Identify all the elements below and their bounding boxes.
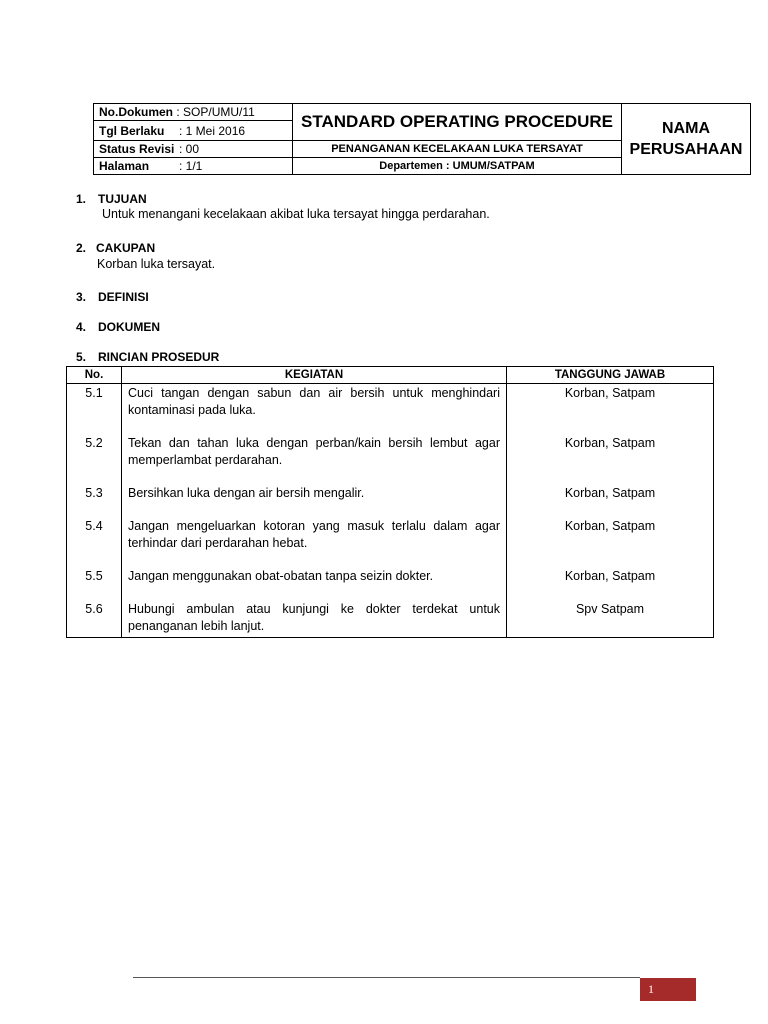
procedure-header-row [67, 367, 714, 384]
step-responsible: Korban, Satpam [507, 384, 714, 435]
sop-subtitle: PENANGANAN KECELAKAAN LUKA TERSAYAT [293, 141, 622, 158]
effective-date-value: : 1 Mei 2016 [179, 123, 246, 138]
step-number: 5.6 [67, 600, 122, 638]
step-responsible: Korban, Satpam [507, 567, 714, 600]
section-cakupan-heading [76, 241, 155, 255]
step-responsible: Korban, Satpam [507, 517, 714, 567]
section-number: 5. [76, 350, 87, 364]
step-activity: Hubungi ambulan atau kunjungi ke dokter terdekat untuk penanganan lebih lanjut. [122, 600, 507, 638]
section-dokumen-heading [76, 320, 160, 334]
table-row [67, 567, 714, 600]
effective-date-label: Tgl Berlaku [99, 123, 165, 138]
step-number: 5.3 [67, 484, 122, 517]
step-activity: Cuci tangan dengan sabun dan air bersih untuk menghindari kontaminasi pada luka. [122, 384, 507, 435]
table-row [67, 384, 714, 435]
section-title: TUJUAN [98, 192, 147, 206]
effective-date-cell [94, 121, 293, 141]
step-number: 5.4 [67, 517, 122, 567]
section-title: CAKUPAN [96, 241, 156, 255]
section-number: 3. [76, 290, 87, 304]
step-responsible: Korban, Satpam [507, 434, 714, 484]
doc-number-label: No.Dokumen [99, 105, 174, 119]
table-row [67, 484, 714, 517]
section-number: 1. [76, 192, 87, 206]
sop-header-table [93, 103, 751, 175]
doc-number-cell [94, 104, 293, 121]
section-tujuan-text: Untuk menangani kecelakaan akibat luka tersayat hingga perdarahan. [102, 207, 490, 221]
section-title: RINCIAN PROSEDUR [98, 350, 220, 364]
revision-value: : 00 [179, 142, 200, 156]
column-header-responsible: TANGGUNG JAWAB [507, 367, 714, 384]
section-definisi-heading [76, 290, 149, 304]
table-row [67, 600, 714, 638]
table-row [67, 517, 714, 567]
section-tujuan-heading [76, 192, 147, 206]
sop-title: STANDARD OPERATING PROCEDURE [293, 104, 622, 141]
procedure-table [66, 366, 714, 638]
column-header-no: No. [67, 367, 122, 384]
section-title: DEFINISI [98, 290, 149, 304]
step-responsible: Spv Satpam [507, 600, 714, 638]
revision-label: Status Revisi [99, 142, 175, 156]
doc-number-value: : SOP/UMU/11 [176, 105, 255, 119]
department: Departemen : UMUM/SATPAM [293, 158, 622, 175]
step-responsible: Korban, Satpam [507, 484, 714, 517]
page-info-label: Halaman [99, 159, 150, 173]
section-title: DOKUMEN [98, 320, 160, 334]
company-name [622, 104, 751, 175]
page-number: 1 [648, 982, 654, 996]
step-activity: Jangan mengeluarkan kotoran yang masuk terlalu dalam agar terhindar dari perdarahan hebat. [122, 517, 507, 567]
page-info-cell [94, 158, 293, 175]
company-name-line2: PERUSAHAAN [629, 141, 743, 158]
page-number-box [640, 978, 696, 1001]
step-activity: Jangan menggunakan obat-obatan tanpa seizin dokter. [122, 567, 507, 600]
section-number: 2. [76, 241, 87, 255]
table-row [67, 434, 714, 484]
step-activity: Bersihkan luka dengan air bersih mengalir. [122, 484, 507, 517]
footer-rule [133, 977, 640, 978]
page-info-value: : 1/1 [179, 159, 203, 173]
column-header-activity: KEGIATAN [122, 367, 507, 384]
section-cakupan-text: Korban luka tersayat. [97, 257, 216, 271]
step-number: 5.5 [67, 567, 122, 600]
section-number: 4. [76, 320, 87, 334]
step-number: 5.2 [67, 434, 122, 484]
section-prosedur-heading [76, 350, 219, 364]
company-name-line1: NAMA [662, 120, 710, 137]
revision-cell [94, 141, 293, 158]
step-number: 5.1 [67, 384, 122, 435]
step-activity: Tekan dan tahan luka dengan perban/kain bersih lembut agar memperlambat perdarahan. [122, 434, 507, 484]
